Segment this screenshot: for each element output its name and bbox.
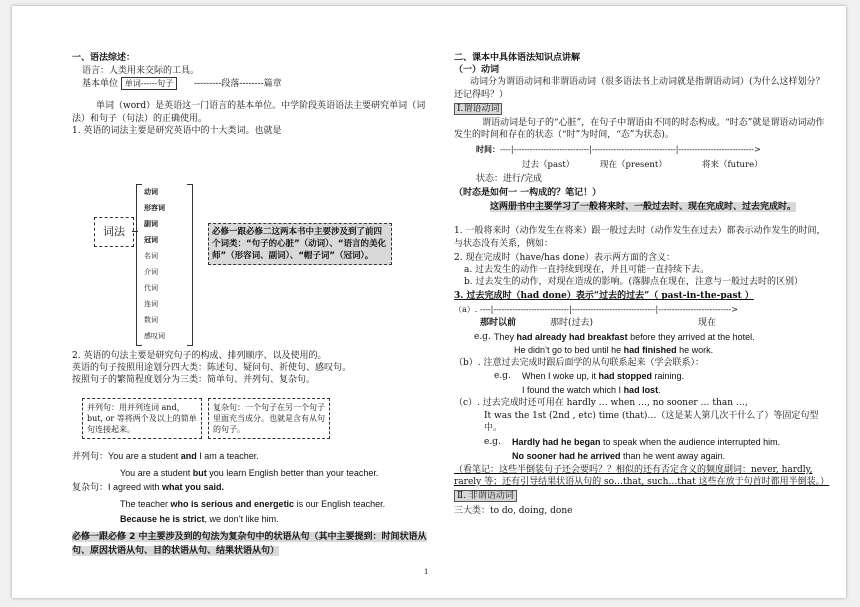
ex-text: I agreed with <box>108 482 163 493</box>
ex-text: They <box>494 331 517 342</box>
ex-text: you learn English better than your teacher. <box>206 468 379 479</box>
predicate-paragraph: 谓语动词是句子的“心脏”，在句子中谓语由不同的时态构成。“时态”就是谓语动词动作发生的时间和存在的状态（“时”为时间，“态”为状态)。 <box>454 118 825 141</box>
example-2 <box>454 344 830 356</box>
page-number: 1 <box>424 568 429 576</box>
word-class-item: 介词 <box>144 268 158 276</box>
word-class-item: 连词 <box>144 300 158 308</box>
label-past: 过去（past） <box>522 159 575 170</box>
ex-conj: but <box>192 468 207 479</box>
cifa-box: 词法 <box>94 217 134 247</box>
ex-verb: had stopped <box>598 371 653 382</box>
complex-label: 复杂句： <box>72 483 109 494</box>
nonpredicate-types: 三大类：to do, doing, done <box>454 505 573 516</box>
ex-verb: No sooner had he arrived <box>512 450 621 461</box>
ex-text: You are a student <box>120 468 193 479</box>
example-1 <box>454 331 830 343</box>
ex-text: . <box>658 384 661 395</box>
book-note-text: 这两册书中主要学习了一般将来时、一般过去时、现在完成时、过去完成时。 <box>490 202 797 213</box>
note-box-word-classes: 必修一跟必修二这两本书中主要涉及到了前四个词类：“句子的心脏”（动词）、“语言的美化师”（形容词、副词）、“帽子词”（冠词）。 <box>208 223 392 265</box>
verb-intro: 动词分为谓语动词和非谓语动词（很多语法书上动词就是指谓语动词）(为什么这样划分？还记得吗？） <box>454 77 825 100</box>
item-2-syntax: 2. 英语的句法主要是研究句子的构成、排列顺序、以及使用的。 <box>72 351 327 361</box>
purpose-text: 英语的句子按照用途划分四大类：陈述句、疑问句、祈使句、感叹句。 <box>72 363 352 374</box>
word-class-item: 感叹词 <box>144 332 165 340</box>
point-2: 2. 现在完成时（have/has done）表示两方面的含义： <box>454 252 675 263</box>
time-label: 时间： <box>476 144 500 155</box>
p3a-label: （a）. <box>454 304 478 314</box>
ex-text: before they arrived at the hotel. <box>627 331 755 342</box>
example-6 <box>454 450 830 462</box>
coordinate-box: 并列句：用并列连词 and，but, or 等将两个及以上的简单句连接起来。 <box>82 398 202 439</box>
complex-example-1 <box>72 481 440 494</box>
heading-section-2: 二、课本中具体语法知识点讲解 <box>454 53 581 63</box>
ex-text: He didn’t go to bed until he <box>514 345 624 356</box>
section-predicate <box>454 103 830 115</box>
word-class-item: 名词 <box>144 252 158 260</box>
ex-text: raining. <box>652 371 685 382</box>
ex-conj: and <box>180 451 197 461</box>
example-5 <box>454 436 830 448</box>
units-label: 基本单位 <box>82 79 119 90</box>
ex-verb: had finished <box>623 345 677 356</box>
ex-text: to speak when the audience interrupted him. <box>600 437 781 448</box>
section-nonpredicate-label: Ⅱ. 非谓语动词 <box>454 490 517 502</box>
word-paragraph: 单词（word）是英语这一门语言的基本单位。中学阶段英语语法主要研究单词（词法）和句子（句法）的正确使用。 <box>72 101 426 124</box>
ex-text: When I woke up, it <box>522 371 599 382</box>
point-2b: b. 过去发生的动作，对现在造成的影响。(落脚点在现在，注意与一般过去时的区别） <box>464 277 803 288</box>
ex-clause: who is serious and energetic <box>170 498 295 509</box>
time-axis: ----|----------------------------|-------------------------------|----------------------------> <box>500 145 761 155</box>
ex-clause: what you said. <box>162 482 225 493</box>
ex-text: , we don’t like him. <box>204 513 279 524</box>
note-inversion <box>454 464 830 488</box>
note-inversion-text: （看笔记：这些半倒装句子还会要吗？？相似的还有否定含义的频度副词：never, hardly, rarely 等；还有引导结果状语从句的 so…that, such…that 这些在放于句首时都用半倒装。） <box>454 464 830 488</box>
point-3b <box>454 357 830 369</box>
ex-clause: Because he is strict <box>120 513 205 524</box>
point-3c: （c）. 过去完成时还可用在 hardly … when …, no sooner … than …, <box>454 397 748 408</box>
complex-box: 复杂句：一个句子在另一个句子里面充当成分。也就是含有从句的句子。 <box>208 398 330 439</box>
complex-example-3 <box>72 513 440 525</box>
example-4 <box>454 384 830 396</box>
ex-verb: had lost <box>623 384 659 395</box>
point-3b-text: （b）. 注意过去完成时跟后面学的从句联系起来（学会联系）： <box>454 358 704 369</box>
basic-units-line <box>72 78 440 92</box>
eg-label: e.g. <box>484 437 501 448</box>
label-future: 将来（future） <box>702 159 763 170</box>
word-class-item: 冠词 <box>144 235 158 244</box>
ex-verb: had already had breakfast <box>516 331 628 342</box>
ex-text: I found the watch which I <box>522 384 624 395</box>
point-2a: a. 过去发生的动作一直持续到现在，并且可能一直持续下去。 <box>464 265 710 276</box>
time-line <box>454 143 830 156</box>
example-3 <box>454 370 830 382</box>
label-before-then: 那时以前 <box>480 317 517 328</box>
label-then: 那时(过去) <box>550 317 594 328</box>
ex-text: You are a student <box>108 451 181 461</box>
time-labels <box>454 159 830 171</box>
word-class-item: 动词 <box>144 187 158 196</box>
coordinate-label: 并列句： <box>72 452 109 462</box>
ex-text: is our English teacher. <box>294 498 386 509</box>
right-column <box>454 52 830 516</box>
ex-text: I am a teacher. <box>196 451 259 461</box>
units-rest: ---------段落--------篇章 <box>193 79 282 90</box>
item-1-lexical: 1. 英语的词法主要是研究英语中的十大类词。也就是 <box>72 125 282 136</box>
coordinate-example-2 <box>72 467 440 479</box>
book-note <box>454 201 830 213</box>
bracket-right <box>187 184 193 346</box>
label-present: 现在（present） <box>600 159 667 170</box>
state-line: 状态：进行/完成 <box>476 173 543 184</box>
word-class-item: 代词 <box>144 284 158 292</box>
section-nonpredicate <box>454 490 830 502</box>
past-perfect-timeline <box>454 304 830 316</box>
point-3c-2: It was the 1st (2nd , etc) time (that)…（这是某人第几次干什么了）等固定句型中。 <box>484 411 819 434</box>
word-class-item: 数词 <box>144 316 158 324</box>
purpose-line <box>72 362 440 374</box>
complex-example-2 <box>72 498 440 510</box>
units-box: 单词------句子 <box>121 77 177 90</box>
structure-line: 按照句子的繁简程度划分为三类：简单句、并列句、复杂句。 <box>72 375 316 386</box>
label-now: 现在 <box>698 317 717 328</box>
left-column <box>72 52 440 136</box>
how-formed-note: （时态是如何一 一构成的？笔记！） <box>454 188 602 199</box>
section-predicate-label: Ⅰ.谓语动词 <box>454 103 502 115</box>
word-class-item: 副词 <box>144 219 158 228</box>
p3a-axis: ----|----------------------------|-------------------------------|---------------------------> <box>479 304 738 314</box>
ex-verb: Hardly had he began <box>512 437 601 448</box>
point-3 <box>454 290 830 302</box>
heading-overview: 一、语法综述： <box>72 53 136 63</box>
sub-heading-verbs: （一）动词 <box>454 65 500 76</box>
left-column-lower <box>72 350 440 387</box>
ex-text: he work. <box>676 345 714 356</box>
bracket <box>136 184 142 346</box>
final-note <box>72 530 442 558</box>
document-page <box>12 6 846 598</box>
eg-label: e.g. <box>494 371 511 382</box>
left-examples <box>72 450 440 524</box>
ex-text: The teacher <box>120 498 171 509</box>
eg-label: e.g. <box>474 331 491 342</box>
point-1: 1. 一般将来时（动作发生在将来）跟一般过去时（动作发生在过去）都表示动作发生的时间，与状态没有关系，例如： <box>454 226 826 249</box>
ex-text: than he went away again. <box>620 450 726 461</box>
point-3-text: 3. 过去完成时（had done）表示“过去的过去”（ past-in-the-past ） <box>454 291 754 302</box>
final-note-text: 必修一跟必修 2 中主要涉及到的句法为复杂句中的状语从句（其中主要提到：时间状语从句、原因状语从句、目的状语从句、结果状语从句） <box>72 532 427 556</box>
word-class-item: 形容词 <box>144 203 165 212</box>
past-perfect-labels <box>454 317 830 329</box>
word-class-list <box>144 184 186 344</box>
coordinate-example-1 <box>72 450 440 463</box>
language-definition: 语言：人类用来交际的工具。 <box>82 66 200 77</box>
